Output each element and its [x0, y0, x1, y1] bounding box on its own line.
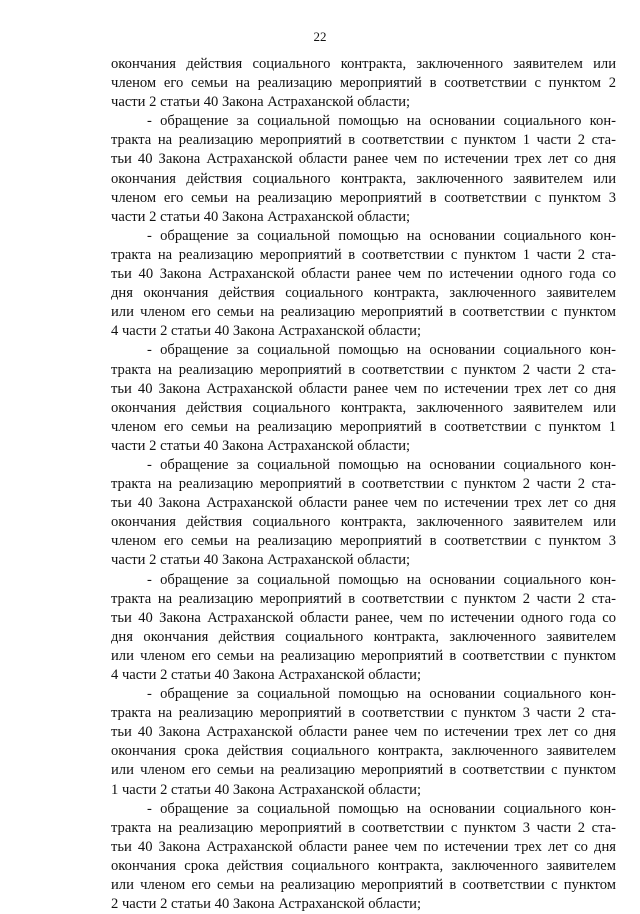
text-line: - обращение за социальной помощью на основании социального кон-	[147, 456, 616, 473]
paragraph	[111, 112, 616, 227]
text-line: или членом его семьи на реализацию мероприятий в соответствии с пунктом	[111, 647, 616, 664]
text-line: - обращение за социальной помощью на основании социального кон-	[147, 686, 616, 703]
text-line: - обращение за социальной помощью на основании социального кон-	[147, 227, 616, 244]
text-line: тьи 40 Закона Астраханской области ранее чем по истечении трех лет со дня	[111, 495, 616, 512]
text-line: тьи 40 Закона Астраханской области ранее чем по истечении одного года со	[111, 266, 616, 283]
text-line: 1 части 2 статьи 40 Закона Астраханской области;	[111, 781, 422, 798]
text-line: окончания срока действия социального контракта, заключенного заявителем	[111, 743, 616, 760]
text-line: части 2 статьи 40 Закона Астраханской области;	[111, 94, 411, 111]
text-line: членом его семьи на реализацию мероприятий в соответствии с пунктом 2	[111, 75, 616, 92]
text-line: тьи 40 Закона Астраханской области ранее чем по истечении трех лет со дня	[111, 838, 616, 855]
text-line: тракта на реализацию мероприятий в соответствии с пунктом 1 части 2 ста-	[111, 246, 616, 263]
text-line: тракта на реализацию мероприятий в соответствии с пунктом 2 части 2 ста-	[111, 590, 616, 607]
paragraph	[111, 227, 616, 342]
text-line: части 2 статьи 40 Закона Астраханской области;	[111, 208, 411, 225]
page-number: 22	[313, 29, 327, 44]
text-line: или членом его семьи на реализацию мероприятий в соответствии с пунктом	[111, 877, 616, 894]
text-line: или членом его семьи на реализацию мероприятий в соответствии с пунктом	[111, 304, 616, 321]
text-line: части 2 статьи 40 Закона Астраханской области;	[111, 552, 411, 569]
text-line: окончания действия социального контракта, заключенного заявителем или	[111, 399, 616, 416]
paragraph	[111, 800, 616, 914]
text-line: тракта на реализацию мероприятий в соответствии с пунктом 3 части 2 ста-	[111, 819, 616, 836]
text-line: тьи 40 Закона Астраханской области ранее чем по истечении трех лет со дня	[111, 380, 616, 397]
text-line: или членом его семьи на реализацию мероприятий в соответствии с пунктом	[111, 762, 616, 779]
text-line: - обращение за социальной помощью на основании социального кон-	[147, 571, 616, 588]
text-line: - обращение за социальной помощью на основании социального кон-	[147, 342, 616, 359]
text-line: тракта на реализацию мероприятий в соответствии с пунктом 2 части 2 ста-	[111, 361, 616, 378]
paragraph	[111, 685, 616, 800]
text-line: тракта на реализацию мероприятий в соответствии с пунктом 2 части 2 ста-	[111, 476, 616, 493]
text-line: тьи 40 Закона Астраханской области ранее чем по истечении трех лет со дня	[111, 724, 616, 741]
text-line: дня окончания действия социального контракта, заключенного заявителем	[111, 628, 616, 645]
text-line: тьи 40 Закона Астраханской области ранее, чем по истечении одного года со	[111, 609, 616, 626]
text-line: членом его семьи на реализацию мероприятий в соответствии с пунктом 3	[111, 533, 616, 550]
document-body	[111, 55, 616, 914]
text-line: членом его семьи на реализацию мероприятий в соответствии с пунктом 1	[111, 418, 616, 435]
text-line: членом его семьи на реализацию мероприятий в соответствии с пунктом 3	[111, 189, 616, 206]
paragraph	[111, 571, 616, 686]
text-line: 2 части 2 статьи 40 Закона Астраханской области;	[111, 896, 422, 913]
paragraph	[111, 341, 616, 456]
text-line: 4 части 2 статьи 40 Закона Астраханской области;	[111, 323, 422, 340]
paragraph	[111, 456, 616, 571]
text-line: тракта на реализацию мероприятий в соответствии с пунктом 1 части 2 ста-	[111, 132, 616, 149]
text-line: тракта на реализацию мероприятий в соответствии с пунктом 3 части 2 ста-	[111, 705, 616, 722]
text-line: дня окончания действия социального контракта, заключенного заявителем	[111, 285, 616, 302]
text-line: окончания действия социального контракта, заключенного заявителем или	[111, 170, 616, 187]
text-line: - обращение за социальной помощью на основании социального кон-	[147, 113, 616, 130]
paragraph	[111, 55, 616, 112]
text-line: - обращение за социальной помощью на основании социального кон-	[147, 800, 616, 817]
text-line: тьи 40 Закона Астраханской области ранее чем по истечении трех лет со дня	[111, 151, 616, 168]
text-line: 4 части 2 статьи 40 Закона Астраханской области;	[111, 667, 422, 683]
text-line: части 2 статьи 40 Закона Астраханской области;	[111, 437, 411, 454]
text-line: окончания действия социального контракта, заключенного заявителем или	[111, 56, 616, 72]
text-line: окончания действия социального контракта, заключенного заявителем или	[111, 514, 616, 531]
text-line: окончания срока действия социального контракта, заключенного заявителем	[111, 857, 616, 874]
